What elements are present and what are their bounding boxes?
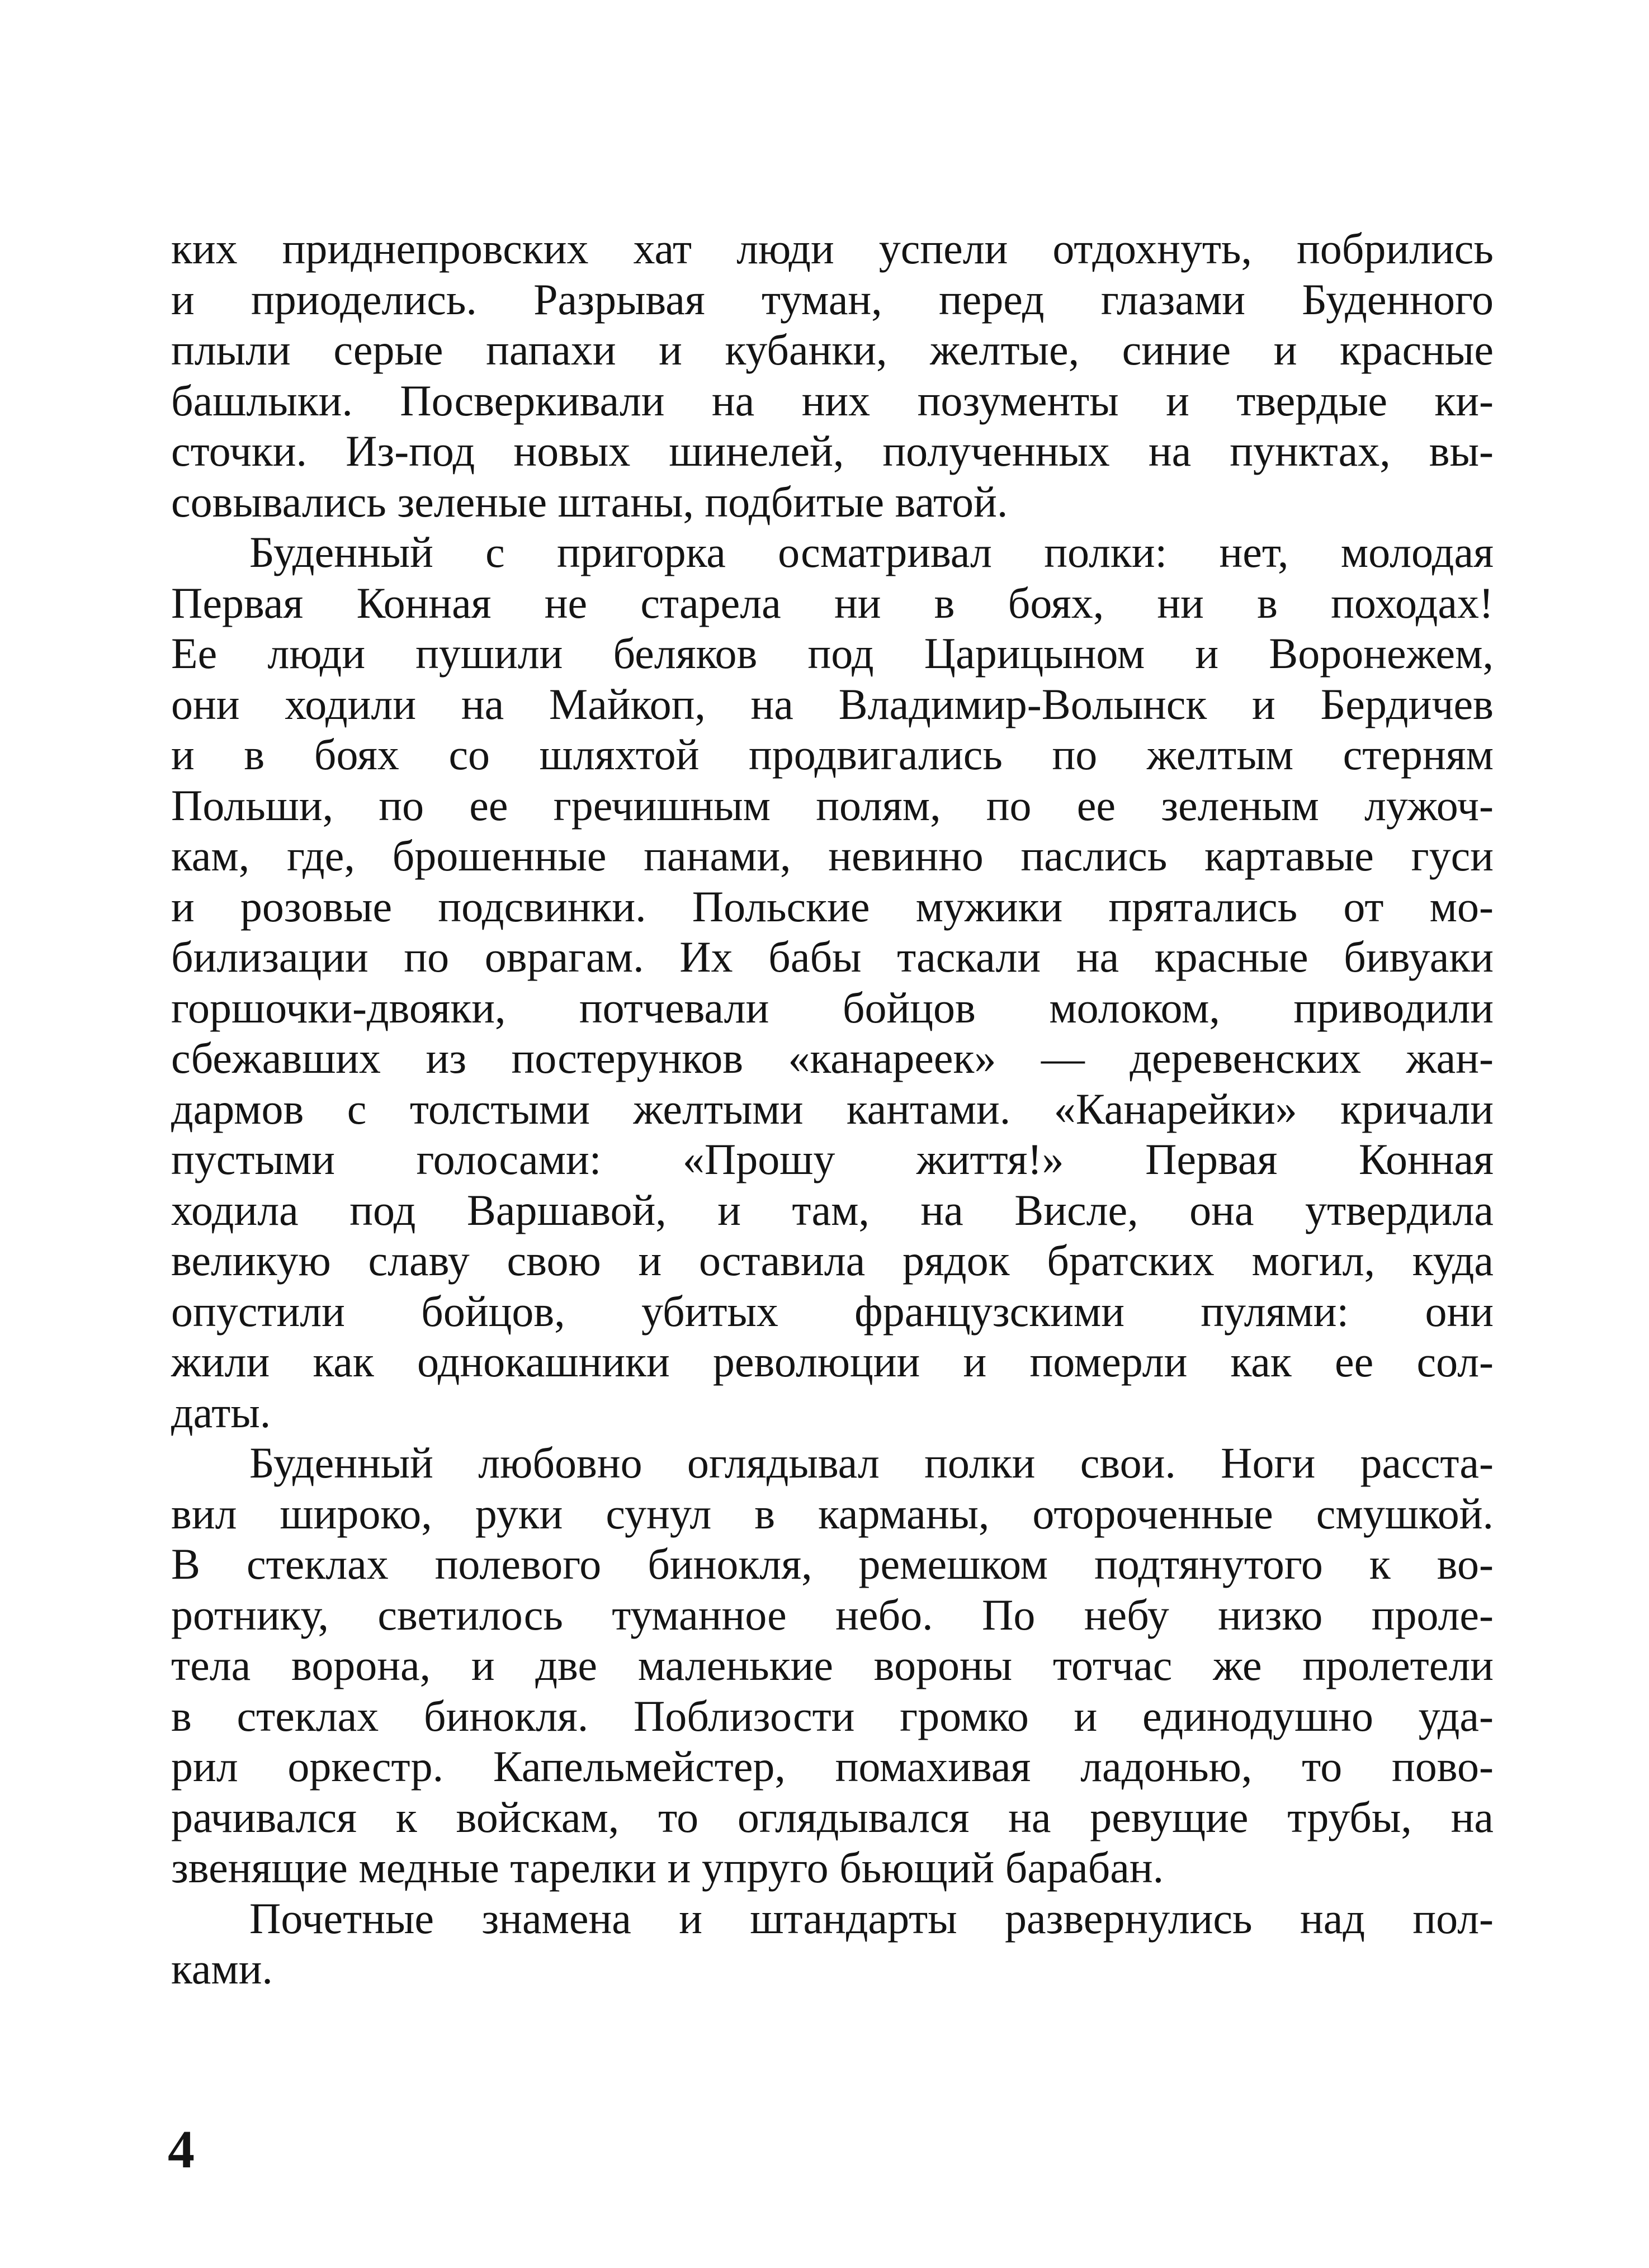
text-line: совывались зеленые штаны, подбитые ватой. [171, 477, 1008, 526]
text-line: кам, где, брошенные панами, невинно паслись картавые гуси [171, 831, 1494, 880]
text-line: великую славу свою и оставила рядок братских могил, куда [171, 1236, 1494, 1285]
text-line: тела ворона, и две маленькие вороны тотчас же пролетели [171, 1641, 1494, 1689]
text-line: Польши, по ее гречишным полям, по ее зеленым лужоч- [171, 780, 1494, 830]
text-line: и розовые подсвинки. Польские мужики прятались от мо- [171, 882, 1494, 931]
paragraph-4 [171, 1893, 1494, 1995]
text-line: ходила под Варшавой, и там, на Висле, она утвердила [171, 1185, 1494, 1234]
paragraph-1 [171, 224, 1494, 527]
text-line: башлыки. Посверкивали на них позументы и твердые ки- [171, 376, 1494, 425]
text-line: и в боях со шляхтой продвигались по желтым стерням [171, 730, 1494, 779]
text-line: ками. [171, 1944, 273, 1993]
text-line: опустили бойцов, убитых французскими пулями: они [171, 1286, 1494, 1336]
text-line: В стеклах полевого бинокля, ремешком подтянутого к во- [171, 1540, 1494, 1588]
text-line: билизации по оврагам. Их бабы таскали на красные бивуаки [171, 932, 1494, 981]
paragraph-2 [171, 527, 1494, 1438]
text-line: ротнику, светилось туманное небо. По небу низко проле- [171, 1590, 1494, 1639]
page-number: 4 [168, 2119, 195, 2179]
text-line: дармов с толстыми желтыми кантами. «Канарейки» кричали [171, 1084, 1494, 1133]
page-body [171, 224, 1494, 1995]
text-line: плыли серые папахи и кубанки, желтые, синие и красные [171, 325, 1494, 374]
text-line: Буденный любовно оглядывал полки свои. Ноги расста- [249, 1438, 1494, 1487]
text-line: Первая Конная не старела ни в боях, ни в походах! [171, 578, 1494, 627]
text-line: звенящие медные тарелки и упруго бьющий барабан. [171, 1843, 1164, 1892]
text-line: рачивался к войскам, то оглядывался на ревущие трубы, на [171, 1792, 1494, 1841]
text-line: рил оркестр. Капельмейстер, помахивая ладонью, то пово- [171, 1742, 1494, 1791]
text-line: и приоделись. Разрывая туман, перед глазами Буденного [171, 274, 1494, 324]
text-line: Почетные знамена и штандарты развернулись над пол- [249, 1893, 1494, 1943]
text-line: вил широко, руки сунул в карманы, отороченные смушкой. [171, 1489, 1494, 1538]
text-line: пустыми голосами: «Прошу життя!» Первая Конная [171, 1135, 1494, 1183]
text-line: Ее люди пушили беляков под Царицыном и Воронежем, [171, 629, 1494, 678]
text-line: в стеклах бинокля. Поблизости громко и единодушно уда- [171, 1691, 1494, 1740]
text-line: они ходили на Майкоп, на Владимир-Волынск и Бердичев [171, 679, 1494, 728]
text-line: даты. [171, 1388, 271, 1437]
text-line: сбежавших из постерунков «канареек» — деревенских жан- [171, 1034, 1494, 1082]
text-line: жили как однокашники революции и померли как ее сол- [171, 1337, 1494, 1386]
text-line: ких приднепровских хат люди успели отдохнуть, побрились [171, 224, 1494, 273]
text-line: сточки. Из-под новых шинелей, полученных на пунктах, вы- [171, 427, 1494, 475]
text-line: горшочки-двояки, потчевали бойцов молоком, приводили [171, 983, 1494, 1032]
paragraph-3 [171, 1438, 1494, 1893]
text-line: Буденный с пригорка осматривал полки: нет, молодая [249, 528, 1494, 576]
